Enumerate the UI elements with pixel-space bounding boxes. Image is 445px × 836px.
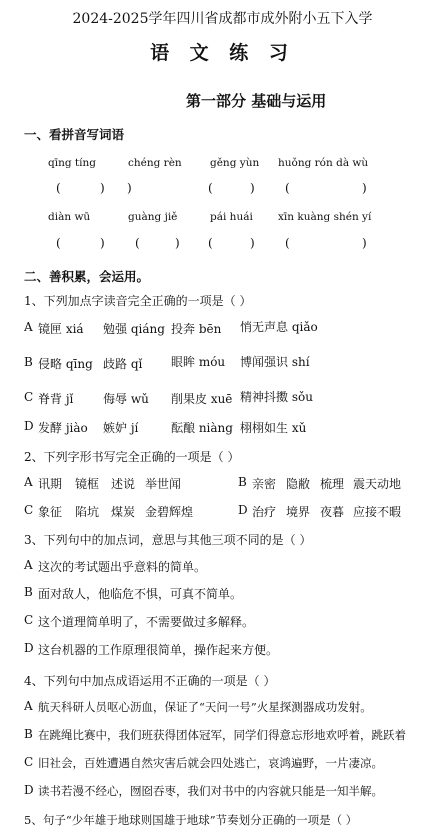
answer-paren-open: ( [135,236,140,250]
option-label: C [24,390,34,404]
option-text: 这个道理简单明了，不需要做过多解释。 [38,615,255,629]
option-label: D [238,503,248,517]
option-item: 削果皮 xuē [171,392,233,406]
option-item: 金碧辉煌 [145,505,194,519]
option-label: A [24,699,33,713]
option-text: 这次的考试题出乎意料的简单。 [38,560,207,574]
option-label: D [24,783,34,797]
answer-paren-close: ) [127,181,132,195]
document-title: 语 文 练 习 [150,42,295,64]
pinyin-item: guàng jiě [128,211,178,223]
option-label: D [24,419,34,433]
option-item: 勉强 qiáng [103,322,165,336]
option-item: 博闻强识 shí [240,355,310,369]
answer-paren-close: ) [250,236,255,250]
answer-paren-close: ) [250,181,255,195]
option-label: A [24,475,33,489]
option-item: 震天动地 [353,477,402,491]
option-item: 精神抖擞 sǒu [240,390,313,404]
option-item: 投奔 bēn [171,322,222,336]
question-4-stem: 4、下列句中加点成语运用不正确的一项是（ ） [24,674,276,688]
section2-heading: 二、善积累，会运用。 [24,269,150,284]
option-item: 象征 [38,505,63,519]
option-item: 陷坑 [75,505,100,519]
pinyin-item: diàn wū [48,211,91,223]
answer-paren-open: ( [285,181,290,195]
option-item: 歧路 qǐ [103,357,143,371]
document-header: 2024-2025学年四川省成都市成外附小五下入学 [72,11,373,27]
question-3-stem: 3、下列句中的加点词，意思与其他三项不同的是（ ） [24,533,312,547]
option-label: D [24,641,34,655]
option-text: 航天科研人员呕心沥血，保证了“天问一号”火星探测器成功发射。 [38,700,372,714]
option-item: 隐敝 [286,477,311,491]
option-label: B [24,585,33,599]
option-item: 应接不暇 [353,505,402,519]
option-item: 悄无声息 qiǎo [240,320,318,334]
option-item: 境界 [286,505,311,519]
option-item: 脊背 jǐ [38,392,74,406]
option-text: 在跳绳比赛中，我们班获得团体冠军，同学们得意忘形地欢呼着，跳跃着 [38,728,406,742]
option-item: 治疗 [252,505,277,519]
pinyin-item: huǒng rón dà wù [278,157,369,169]
option-item: 夜暮 [320,505,345,519]
answer-paren-close: ) [362,236,367,250]
option-item: 亲密 [252,477,277,491]
option-item: 眼眸 móu [171,355,226,369]
option-item: 镜匣 xiá [38,322,84,336]
option-label: C [24,755,34,769]
part-title: 第一部分 基础与运用 [186,92,327,110]
option-label: B [24,355,33,369]
answer-paren-open: ( [56,236,61,250]
pinyin-item: pái huái [210,211,253,223]
option-label: C [24,503,34,517]
answer-paren-close: ) [100,181,105,195]
section1-heading: 一、看拼音写词语 [24,127,125,142]
option-item: 举世闻 [145,477,182,491]
option-label: A [24,558,33,572]
answer-paren-open: ( [208,181,213,195]
answer-paren-close: ) [362,181,367,195]
option-item: 侵略 qīng [38,357,93,371]
option-label: C [24,613,34,627]
answer-paren-close: ) [175,236,180,250]
option-item: 嫉妒 jí [103,421,139,435]
option-item: 述说 [111,477,136,491]
option-item: 发酵 jiào [38,421,88,435]
pinyin-item: chéng rèn [128,157,182,169]
option-label: B [24,727,33,741]
option-item: 煤炭 [111,505,136,519]
option-item: 酝酿 niàng [171,421,233,435]
option-item: 梳理 [320,477,345,491]
option-label: B [238,475,247,489]
option-text: 旧社会，百姓遭遇自然灾害后就会四处逃亡，哀鸿遍野，一片凄凉。 [38,756,383,770]
option-text: 面对敌人，他临危不惧，可真不简单。 [38,587,243,601]
answer-paren-open: ( [208,236,213,250]
option-text: 这台机器的工作原理很简单，操作起来方便。 [38,643,279,657]
option-item: 侮辱 wǔ [103,392,149,406]
answer-paren-close: ) [100,236,105,250]
answer-paren-open: ( [56,181,61,195]
option-label: A [24,320,33,334]
option-item: 栩栩如生 xǔ [240,421,307,435]
option-item: 镜框 [75,477,100,491]
question-5-stem: 5、句子“少年雄于地球则国雄于地球”节奏划分正确的一项是（ ） [24,813,358,827]
pinyin-item: qīng tíng [48,157,96,169]
question-2-stem: 2、下列字形书写完全正确的一项是（ ） [24,450,240,464]
option-text: 读书若漫不经心，囫囵吞枣，我们对书中的内容就只能是一知半解。 [38,784,383,798]
answer-paren-open: ( [285,236,290,250]
question-1-stem: 1、下列加点字读音完全正确的一项是（ ） [24,294,252,308]
option-item: 讯期 [38,477,63,491]
pinyin-item: gěng yùn [210,157,260,169]
pinyin-item: xīn kuàng shén yí [278,211,372,223]
